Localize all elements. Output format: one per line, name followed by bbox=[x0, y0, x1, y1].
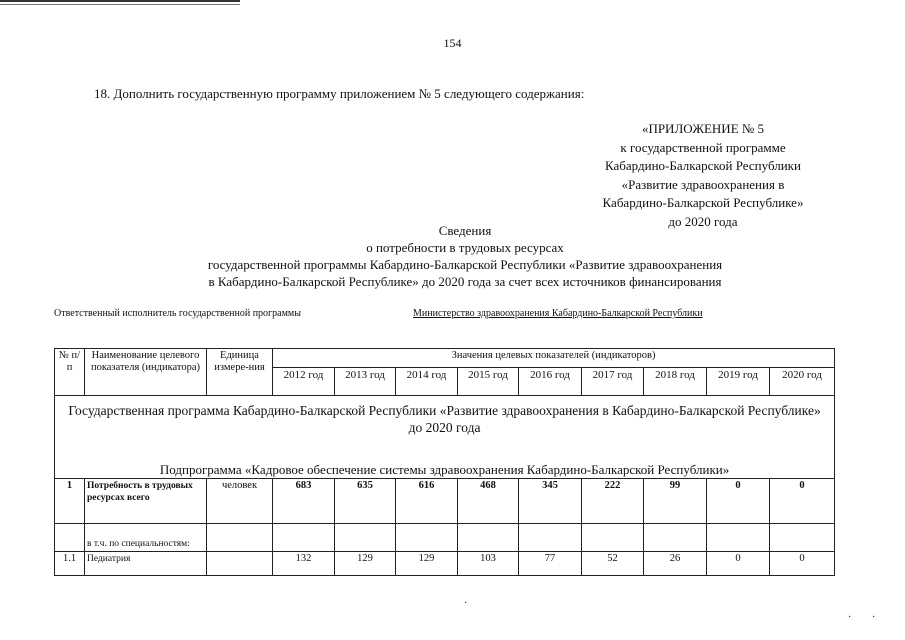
scan-speck: · bbox=[872, 612, 876, 623]
appendix-line: к государственной программе bbox=[620, 139, 786, 155]
header-year: 2019 год bbox=[707, 368, 770, 396]
row-name: Потребность в трудовых ресурсах всего bbox=[85, 478, 207, 523]
row-value: 99 bbox=[644, 478, 707, 523]
row-value: 345 bbox=[519, 478, 582, 523]
responsible-label: Ответственный исполнитель государственной программы bbox=[54, 308, 301, 319]
top-rule bbox=[0, 0, 240, 2]
document-heading bbox=[100, 222, 830, 290]
row-value bbox=[644, 523, 707, 551]
row-value: 0 bbox=[707, 551, 770, 575]
appendix-line: Кабардино-Балкарской Республики bbox=[605, 158, 801, 173]
header-year: 2013 год bbox=[335, 368, 396, 396]
top-rule-thin bbox=[0, 4, 240, 5]
row-value bbox=[519, 523, 582, 551]
table-row bbox=[55, 523, 835, 551]
scan-speck: · bbox=[464, 598, 468, 609]
heading-line: в Кабардино-Балкарской Республике» до 2020 года за счет всех источников финансирования bbox=[208, 274, 722, 289]
row-value: 132 bbox=[273, 551, 335, 575]
table-row bbox=[55, 478, 835, 523]
responsible-value: Министерство здравоохранения Кабардино-Балкарской Республики bbox=[413, 308, 703, 319]
appendix-line: до 2020 года bbox=[668, 213, 738, 229]
row-name: Педиатрия bbox=[85, 551, 207, 575]
row-unit bbox=[207, 551, 273, 575]
row-unit bbox=[207, 523, 273, 551]
page-number: 154 bbox=[443, 36, 462, 50]
header-year: 2020 год bbox=[770, 368, 835, 396]
row-value: 0 bbox=[770, 551, 835, 575]
row-value bbox=[770, 523, 835, 551]
appendix-line: «ПРИЛОЖЕНИЕ № 5 bbox=[641, 121, 765, 136]
row-num: 1.1 bbox=[55, 551, 85, 575]
header-year: 2015 год bbox=[458, 368, 519, 396]
indicators-table bbox=[54, 348, 835, 576]
row-value: 129 bbox=[335, 551, 396, 575]
row-value: 26 bbox=[644, 551, 707, 575]
header-year: 2016 год bbox=[519, 368, 582, 396]
row-value: 616 bbox=[396, 478, 458, 523]
heading-line: государственной программы Кабардино-Балкарской Республики «Развитие здравоохранения bbox=[207, 257, 723, 272]
subprogram-title: Подпрограмма «Кадровое обеспечение системы здравоохранения Кабардино-Балкарской Республики» bbox=[55, 452, 835, 479]
item-18-text: 18. Дополнить государственную программу приложением № 5 следующего содержания: bbox=[94, 86, 585, 101]
row-value: 0 bbox=[770, 478, 835, 523]
row-value: 129 bbox=[396, 551, 458, 575]
row-value: 0 bbox=[707, 478, 770, 523]
row-value: 52 bbox=[582, 551, 644, 575]
row-value: 103 bbox=[458, 551, 519, 575]
row-num: 1 bbox=[55, 478, 85, 523]
row-name: в т.ч. по специальностям: bbox=[85, 523, 207, 551]
appendix-line: «Развитие здравоохранения в bbox=[621, 176, 785, 192]
row-value: 222 bbox=[582, 478, 644, 523]
header-year: 2017 год bbox=[582, 368, 644, 396]
header-values: Значения целевых показателей (индикаторов) bbox=[273, 349, 835, 368]
header-year: 2014 год bbox=[396, 368, 458, 396]
heading-line: о потребности в трудовых ресурсах bbox=[366, 240, 564, 255]
row-value: 468 bbox=[458, 478, 519, 523]
program-title: Государственная программа Кабардино-Балкарской Республики «Развитие здравоохранения в Кабардино-Балкарской Республике» до 2020 года bbox=[55, 396, 835, 452]
row-num bbox=[55, 523, 85, 551]
row-value bbox=[273, 523, 335, 551]
table-row bbox=[55, 551, 835, 575]
appendix-block bbox=[560, 120, 846, 231]
header-year: 2018 год bbox=[644, 368, 707, 396]
row-value: 635 bbox=[335, 478, 396, 523]
row-value bbox=[458, 523, 519, 551]
row-value bbox=[582, 523, 644, 551]
row-value bbox=[396, 523, 458, 551]
header-name: Наименование целевого показателя (индикатора) bbox=[85, 349, 207, 396]
row-value bbox=[335, 523, 396, 551]
header-unit: Единица измере-ния bbox=[207, 349, 273, 396]
header-num: № п/п bbox=[55, 349, 85, 396]
appendix-line: Кабардино-Балкарской Республике» bbox=[602, 195, 804, 210]
scan-speck: · bbox=[848, 612, 852, 623]
row-value: 683 bbox=[273, 478, 335, 523]
row-unit: человек bbox=[207, 478, 273, 523]
row-value bbox=[707, 523, 770, 551]
heading-line: Сведения bbox=[438, 223, 492, 238]
row-value: 77 bbox=[519, 551, 582, 575]
header-year: 2012 год bbox=[273, 368, 335, 396]
